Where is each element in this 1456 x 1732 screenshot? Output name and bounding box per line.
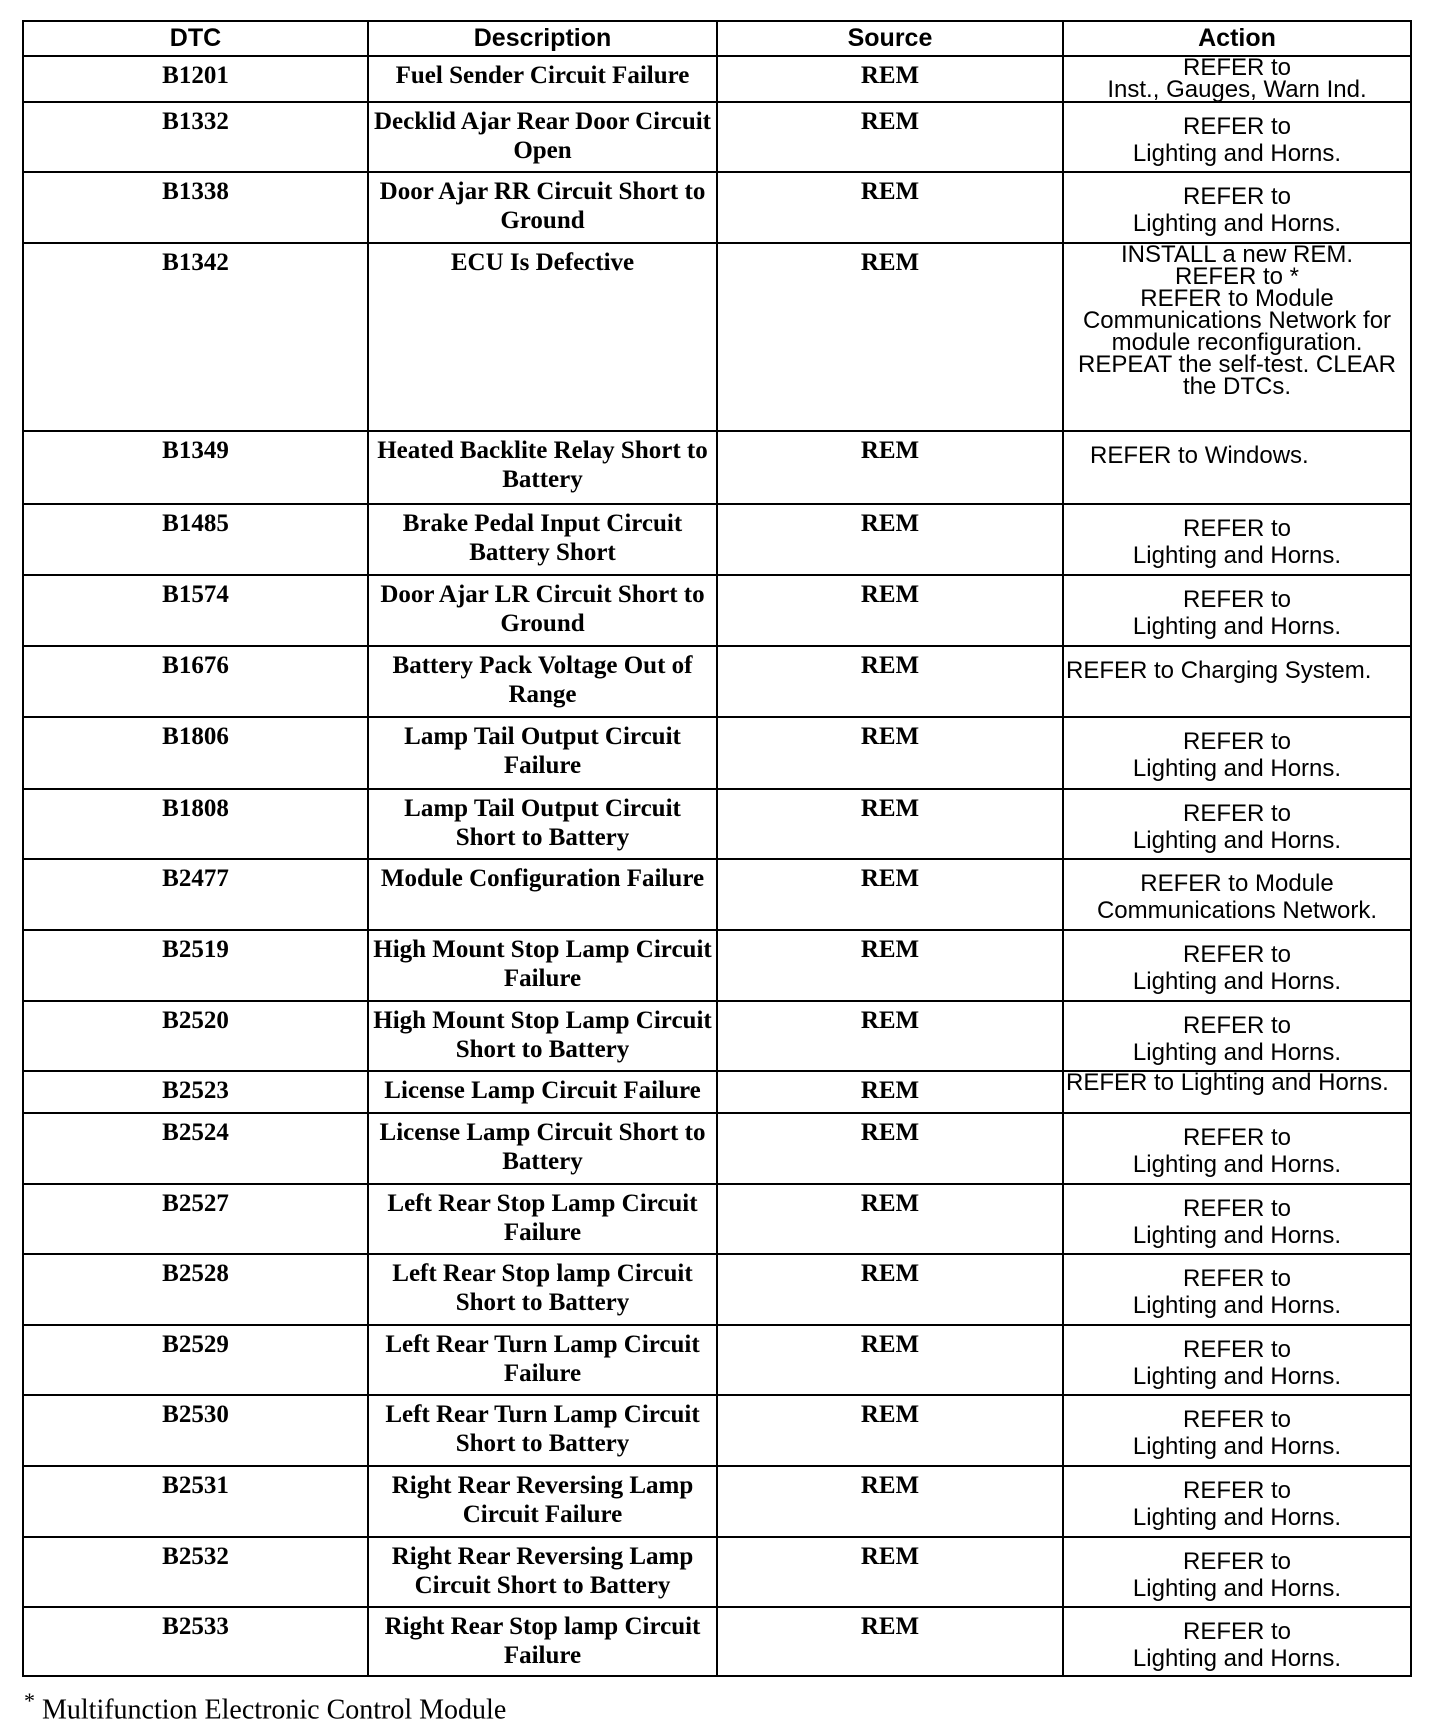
action-cell: REFER to Windows. [1063,431,1411,504]
action-cell: REFER to Lighting and Horns. [1063,930,1411,1001]
action-cell: REFER to Lighting and Horns. [1063,1254,1411,1325]
action-cell: REFER to Lighting and Horns. [1063,1001,1411,1071]
dtc-cell: B2529 [23,1325,368,1395]
description-cell: Door Ajar LR Circuit Short to Ground [368,575,717,646]
description-cell: Left Rear Turn Lamp Circuit Short to Battery [368,1395,717,1466]
source-cell: REM [717,1395,1063,1466]
source-cell: REM [717,56,1063,102]
table-row [23,504,1411,575]
footnote-mark: * [24,1688,35,1713]
header-action: Action [1063,21,1411,56]
description-cell: Right Rear Reversing Lamp Circuit Failure [368,1466,717,1537]
description-cell: Left Rear Stop lamp Circuit Short to Battery [368,1254,717,1325]
dtc-cell: B1574 [23,575,368,646]
table-row [23,431,1411,504]
description-cell: Module Configuration Failure [368,859,717,930]
table-row [23,102,1411,172]
description-cell: Left Rear Turn Lamp Circuit Failure [368,1325,717,1395]
header-row [23,21,1411,56]
dtc-cell: B2533 [23,1607,368,1676]
source-cell: REM [717,172,1063,243]
footnote [24,1688,506,1726]
dtc-cell: B1338 [23,172,368,243]
dtc-cell: B2477 [23,859,368,930]
description-cell: ECU Is Defective [368,243,717,431]
table-row [23,1466,1411,1537]
dtc-cell: B2527 [23,1184,368,1254]
action-cell: REFER to Lighting and Horns. [1063,1395,1411,1466]
action-cell: REFER to Lighting and Horns. [1063,102,1411,172]
action-cell: REFER to Lighting and Horns. [1063,717,1411,789]
source-cell: REM [717,431,1063,504]
description-cell: Decklid Ajar Rear Door Circuit Open [368,102,717,172]
description-cell: Lamp Tail Output Circuit Short to Battery [368,789,717,859]
dtc-cell: B1485 [23,504,368,575]
source-cell: REM [717,575,1063,646]
table-row [23,646,1411,717]
source-cell: REM [717,930,1063,1001]
description-cell: Door Ajar RR Circuit Short to Ground [368,172,717,243]
action-cell: REFER to Lighting and Horns. [1063,1537,1411,1607]
source-cell: REM [717,1537,1063,1607]
source-cell: REM [717,1607,1063,1676]
table-row [23,1537,1411,1607]
table-row [23,575,1411,646]
dtc-cell: B2523 [23,1071,368,1113]
table-row [23,789,1411,859]
action-cell: REFER to Lighting and Horns. [1063,1113,1411,1184]
table-row [23,1113,1411,1184]
source-cell: REM [717,102,1063,172]
table-row [23,930,1411,1001]
table-row [23,1071,1411,1113]
table-row [23,717,1411,789]
dtc-cell: B2524 [23,1113,368,1184]
description-cell: High Mount Stop Lamp Circuit Short to Battery [368,1001,717,1071]
description-cell: License Lamp Circuit Short to Battery [368,1113,717,1184]
header-dtc: DTC [23,21,368,56]
dtc-cell: B2520 [23,1001,368,1071]
description-cell: Right Rear Reversing Lamp Circuit Short to Battery [368,1537,717,1607]
dtc-cell: B2519 [23,930,368,1001]
dtc-cell: B1201 [23,56,368,102]
description-cell: Fuel Sender Circuit Failure [368,56,717,102]
dtc-cell: B2531 [23,1466,368,1537]
action-cell: REFER to Lighting and Horns. [1063,504,1411,575]
action-cell: REFER to Lighting and Horns. [1063,1184,1411,1254]
dtc-cell: B1349 [23,431,368,504]
table-row [23,1395,1411,1466]
description-cell: Battery Pack Voltage Out of Range [368,646,717,717]
action-cell: REFER to Lighting and Horns. [1063,575,1411,646]
table-row [23,1001,1411,1071]
source-cell: REM [717,1001,1063,1071]
dtc-cell: B2532 [23,1537,368,1607]
source-cell: REM [717,1113,1063,1184]
source-cell: REM [717,859,1063,930]
table-row [23,243,1411,431]
description-cell: Right Rear Stop lamp Circuit Failure [368,1607,717,1676]
action-cell: REFER to Lighting and Horns. [1063,1466,1411,1537]
dtc-cell: B1342 [23,243,368,431]
description-cell: Heated Backlite Relay Short to Battery [368,431,717,504]
table-row [23,1254,1411,1325]
source-cell: REM [717,1184,1063,1254]
source-cell: REM [717,646,1063,717]
source-cell: REM [717,1466,1063,1537]
header-description: Description [368,21,717,56]
action-cell: REFER to Inst., Gauges, Warn Ind. [1063,56,1411,102]
dtc-cell: B1808 [23,789,368,859]
action-cell: REFER to Lighting and Horns. [1063,172,1411,243]
action-cell: REFER to Lighting and Horns. [1063,789,1411,859]
table-row [23,172,1411,243]
description-cell: Left Rear Stop Lamp Circuit Failure [368,1184,717,1254]
source-cell: REM [717,789,1063,859]
dtc-cell: B2530 [23,1395,368,1466]
description-cell: License Lamp Circuit Failure [368,1071,717,1113]
action-cell: REFER to Lighting and Horns. [1063,1607,1411,1676]
source-cell: REM [717,1071,1063,1113]
source-cell: REM [717,243,1063,431]
table-row [23,1607,1411,1676]
action-cell: INSTALL a new REM. REFER to * REFER to Module Communications Network for module reconfiguration. REPEAT the self-test. CLEAR the DTCs. [1063,243,1411,431]
dtc-cell: B2528 [23,1254,368,1325]
source-cell: REM [717,1254,1063,1325]
action-cell: REFER to Lighting and Horns. [1063,1325,1411,1395]
table-row [23,859,1411,930]
description-cell: Brake Pedal Input Circuit Battery Short [368,504,717,575]
source-cell: REM [717,1325,1063,1395]
table-row [23,1184,1411,1254]
action-cell: REFER to Lighting and Horns. [1063,1071,1411,1113]
dtc-cell: B1806 [23,717,368,789]
table-row [23,1325,1411,1395]
footnote-text: Multifunction Electronic Control Module [42,1694,507,1726]
description-cell: Lamp Tail Output Circuit Failure [368,717,717,789]
source-cell: REM [717,504,1063,575]
action-cell: REFER to Charging System. [1063,646,1411,717]
table-row [23,56,1411,102]
action-cell: REFER to Module Communications Network. [1063,859,1411,930]
dtc-table [22,20,1412,1677]
dtc-cell: B1332 [23,102,368,172]
header-source: Source [717,21,1063,56]
source-cell: REM [717,717,1063,789]
description-cell: High Mount Stop Lamp Circuit Failure [368,930,717,1001]
dtc-cell: B1676 [23,646,368,717]
